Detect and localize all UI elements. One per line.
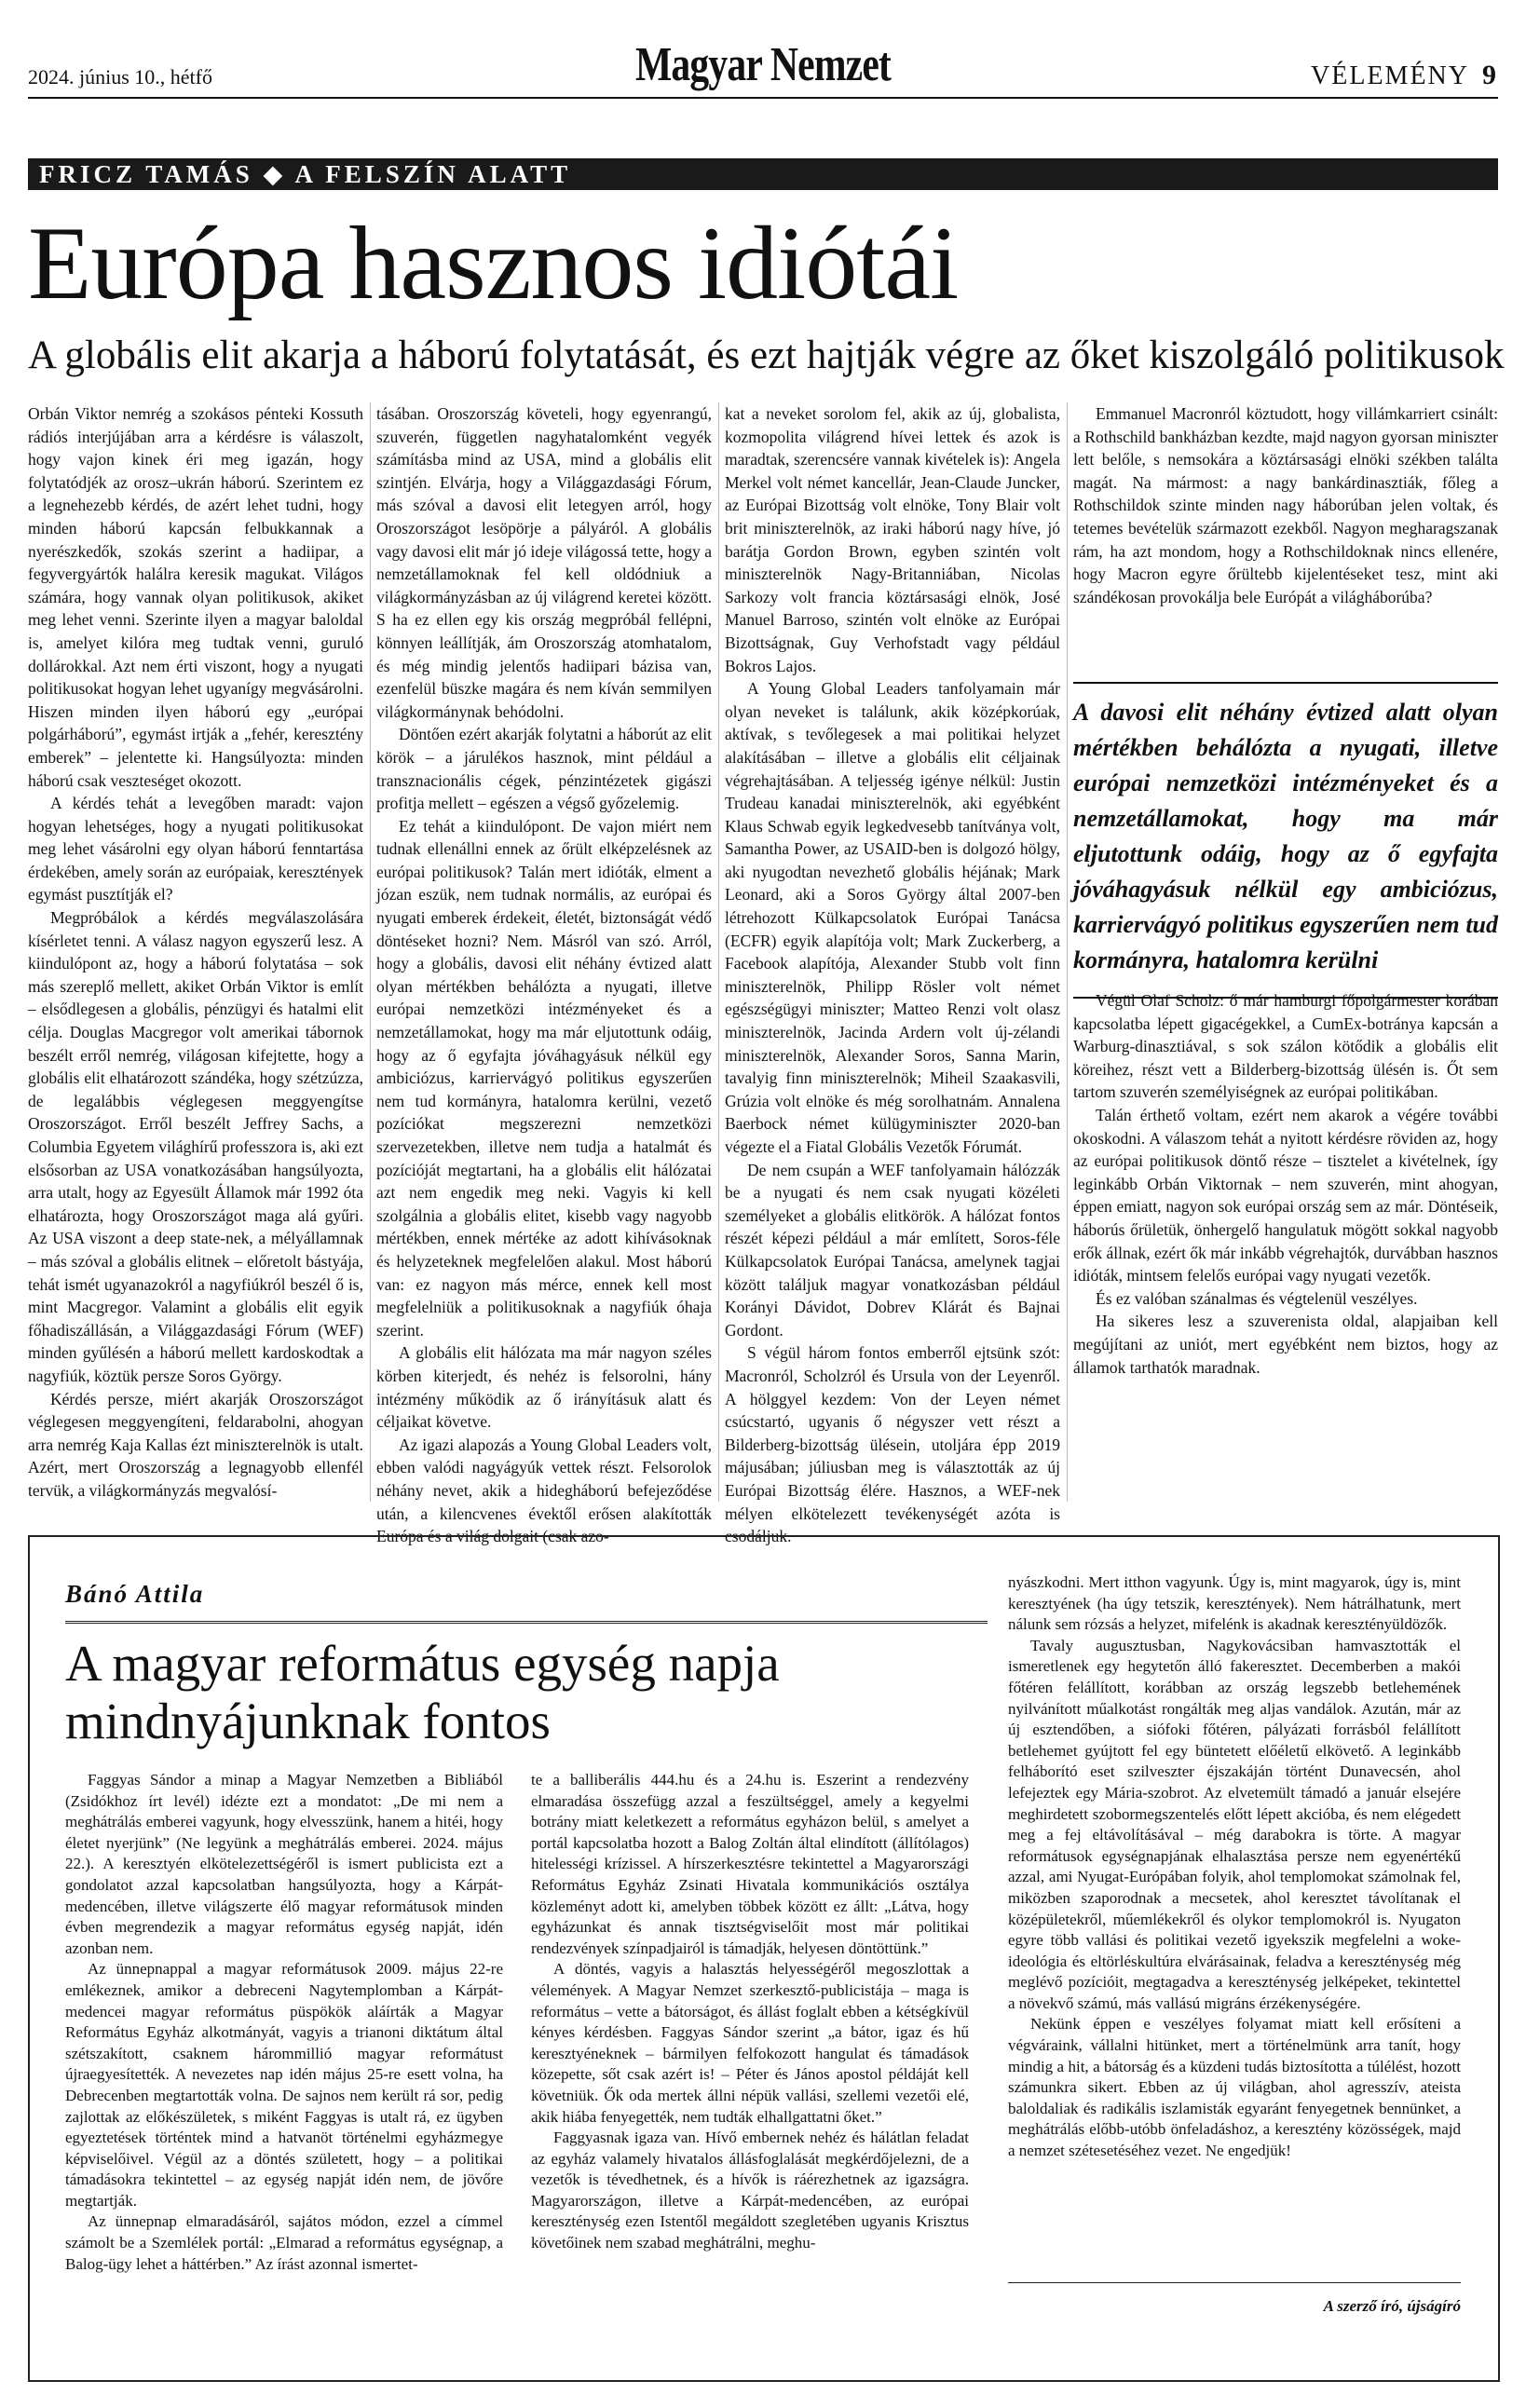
article2-author: Bánó Attila bbox=[65, 1580, 205, 1608]
masthead-logo: Magyar Nemzet bbox=[634, 38, 892, 91]
article-column-3 bbox=[725, 402, 1060, 1548]
article-title: Európa hasznos idiótái bbox=[28, 206, 959, 321]
paragraph: De nem csupán a WEF tanfolyamain hálózzák be a nyugati és nem csak nyugati közéleti személyeket a globális elitkörök. A hálózat fontos részét képezi például a már említett, Soros-féle Külkapcsolatok Európai Tanácsa, amelynek tagjai között találjuk magyar vonatkozásban például Korányi Dávidot, Dobrev Klárát és Bajnai Gordont. bbox=[725, 1160, 1060, 1340]
section-label bbox=[1311, 60, 1498, 91]
article-column-2 bbox=[376, 402, 712, 1548]
paragraph: te a balliberális 444.hu és a 24.hu is. Eszerint a rendezvény elmaradása összefügg azzal a feszültséggel, amely a kegyelmi botrány miatt keletkezett a református egyházon belül, s amelyet a portál kapcsolatba hozott a Balog Zoltán által elindított (állítólagos) hitelességi krízissel. A hírszerkesztésre tekintettel a Magyarországi Református Egyház Zsinati Hivatala kommunikációs osztálya közleményt adott ki, amelyben többek között ez állt: „Látva, hogy egyházunkat és annak tisztségviselőit most már politikai rendezvények színpadjairól is támadják, helyesen döntöttünk.” bbox=[531, 1771, 969, 1957]
article-column-1 bbox=[28, 402, 363, 1503]
paragraph: Ha sikeres lesz a szuverenista oldal, alapjaiban kell megújítani az uniót, mert egyébként nem biztos, hogy az államok tarthatók maradnak. bbox=[1073, 1312, 1498, 1377]
page-number: 9 bbox=[1482, 60, 1498, 90]
paragraph: A globális elit hálózata ma már nagyon széles körben kiterjedt, és nehéz is felsorolni, hány intézmény működik az ő irányításuk alatt és céljaikat követve. bbox=[376, 1343, 712, 1432]
paragraph: Nekünk éppen e veszélyes folyamat miatt kell erősíteni a végváraink, vállalni hitünket, mert a történelmünk arra tanít, hogy mindig a hit, a bátorság és a küzdeni tudás biztosította a túlélést, hozott számunkra sikert. Ebben az új világban, ahol agresszív, ateista baloldaliak és radikális iszlamisták egyaránt fenyegetnek bennünket, a meghátrálás előbb-utóbb önfeladáshoz, a keresztény közösségek, majd a nemzet szétesetéséhez vezet. Ne engedjük! bbox=[1008, 2015, 1461, 2160]
paragraph: nyászkodni. Mert itthon vagyunk. Úgy is, mint magyarok, úgy is, mint keresztyének (ha úgy tetszik, keresztények). Nem hátrálhatunk, mert nálunk sem rózsás a helyzet, mifelénk is akadnak keresztényüldözők. bbox=[1008, 1573, 1461, 1634]
paragraph: A döntés, vagyis a halasztás helyességéről megoszlottak a vélemények. A Magyar Nemzet szerkesztő-publicistája – maga is református – vette a bátorságot, és állást foglalt ebben a kétségkívül kényes kérdésben. Faggyas Sándor szerint „a bátor, igaz és hű keresztyéneknek – bármilyen felfokozott hangulat és támadások közepette, sőt csak azért is! – Péter és János apostol példáját kell követniük. Ők oda mertek állni népük vallási, szellemi vezetői elé, akik hiába fenyegették, nem tudták elhallgattatni őket.” bbox=[531, 1960, 969, 2126]
paragraph: A Young Global Leaders tanfolyamain már olyan neveket is találunk, akik középkorúak, aktívak, s tevőlegesek a mai politikai helyzet alakításában – illetve a globális elit céljainak végrehajtásában. A teljesség igénye nélkül: Justin Trudeau kanadai miniszterelnök, aki egyébként Klaus Schwab egyik legkedvesebb tanítványa volt, Samantha Power, az USAID-ben is dolgozó hölgy, aki nyugodtan nevezhető globális héjának; Mark Leonard, aki a Soros György által 2007-ben létrehozott Külkapcsolatok Európai Tanácsa (ECFR) egyik alapítója volt; Mark Zuckerberg, a Facebook alapítója, Alexander Stubb volt finn miniszterelnök, Philipp Rösler volt német egészségügyi miniszter; Matteo Renzi volt olasz miniszterelnök, Jacinda Ardern volt új-zélandi miniszterelnök, Alexander Soros, Sanna Marin, tavalyig finn miniszterelnök; Miheil Szaakasvili, Grúzia volt elnöke és még sorolhatnám. Annalena Baerbock német külügyminiszter 2020-ban végezte el a Fiatal Globális Vezetők Fórumát. bbox=[725, 679, 1060, 1156]
article2-column-1 bbox=[65, 1770, 503, 2275]
paragraph: Talán érthető voltam, ezért nem akarok a végére további okoskodni. A válaszom tehát a nyitott kérdésre röviden az, hogy az európai politikusok döntő része – tisztelet a kivételnek, így leginkább Orbán Viktornak – nem szuverén, mint ahogyan, éppen emiatt, nagyon sok európai ország sem az már. Döntéseik, háborús őrületük, önhergelő hangulatuk mögött sokkal nagyobb erők állnak, ezért ők már inkább végrehajtók, durvábban hasznos idióták, mintsem felelős európai vagy nyugati vezetők. bbox=[1073, 1105, 1498, 1286]
paragraph: Emmanuel Macronról köztudott, hogy villámkarriert csinált: a Rothschild bankházban kezdte, majd nagyon gyorsan miniszter lett belőle, s nemsokára a köztársasági elnöki székben találta magát. Na mármost: a nagy bankárdinasztiák, főleg a Rothschildok szinte minden nagy háborúban jelen voltak, és tetemes bevételük származott ezekből. Nagyon megharagszanak rám, ha azt mondom, hogy a Rothschildoknak nincs ellenére, hogy Macron egyre őrültebb kijelentéseket tesz, mint aki szándékosan provokálja bele Európát a világháborúba? bbox=[1073, 404, 1498, 606]
paragraph: Az ünnepnappal a magyar reformátusok 2009. május 22-re emlékeznek, amikor a debreceni Nagytemplomban a Kárpát-medencei magyar református püspökök aláírták a Magyar Református Egyház alkotmányát, vagyis a trianoni diktátum által szétszakított, csaknem hárommillió magyar reformátust újraegyesítették. A nevezetes nap idén május 25-re esett volna, ha Debrecenben megtartották volna. De sajnos nem került rá sor, pedig zajlottak az előkészületek, s miként Faggyas is utalt rá, ez ügyben egyeztetések történtek mind a hatvanöt történelmi egyházmegye képviselőivel. Végül az a döntés született, hogy – a politikai támadásokra tekintettel – az egység napját idén nem, de jövőre megtartják. bbox=[65, 1960, 503, 2210]
paragraph: Az igazi alapozás a Young Global Leaders volt, ebben valódi nagyágyúk vettek részt. Felsorolok néhány nevet, akik a hidegháború befejeződése után, a kilencvenes évektől erősen alakították Európa és a világ dolgait (csak azo- bbox=[376, 1435, 712, 1546]
article2-column-2 bbox=[531, 1770, 969, 2254]
paragraph: Faggyas Sándor a minap a Magyar Nemzetben a Bibliából (Zsidókhoz írt levél) idézte ezt a mondatot: „De mi nem a meghátrálás emberei vagyunk, hogy elvesszünk, hanem a hitéi, hogy életet nyerjünk” (Ne legyünk a meghátrálás emberei. 2024. május 22.). A keresztyén elkötelezettségéről is ismert publicista ezt a gondolatot azzal kapcsolatban hangsúlyozta, hogy a Kárpát-medencében, illetve világszerte élő magyar reformátusok minden évben megrendezik a magyar református egység napját, idén azonban nem. bbox=[65, 1771, 503, 1957]
article2-title: A magyar református egység napja mindnyájunknak fontos bbox=[65, 1635, 780, 1749]
article-column-4 bbox=[1073, 402, 1498, 608]
author-signature: A szerző író, újságíró bbox=[1323, 2297, 1461, 2315]
paragraph: És ez valóban szánalmas és végtelenül veszélyes. bbox=[1096, 1288, 1418, 1308]
paragraph: Faggyasnak igaza van. Hívő embernek nehéz és hálátlan feladat az egyház valamely hivatalos állásfoglalását megkérdőjelezni, de a vezetők is tévedhetnek, és a hívők is ráérezhetnek az igazságra. Magyarországon, illetve a Kárpát-medencében, az európai kereszténység ezen Istentől megáldott szegletében ugyanis Krisztus követőinek nem szabad meghátrálni, meghu- bbox=[531, 2129, 969, 2252]
article-column-4-continued bbox=[1073, 989, 1498, 1379]
column-divider bbox=[1067, 402, 1068, 1502]
pull-quote: A davosi elit néhány évtized alatt olyan mértékben behálózta a nyugati, illetve európai nemzetközi intézményeket és a nemzetállamokat, hogy ma már eljutottunk odáig, hogy az ő egyfajta jóváhagyásuk nélkül egy ambiciózus, karriervágyó politikus egyszerűen nem tud kormányra, hatalomra kerülni bbox=[1073, 682, 1498, 999]
column-divider bbox=[370, 402, 371, 1502]
author-rule bbox=[65, 1621, 988, 1624]
paragraph: Megpróbálok a kérdés megválaszolására kísérletet tenni. A válasz nagyon egyszerű lesz. A kiindulópont az, hogy a háború folytatása – sok más szereplő mellett, akiket Orbán Viktor is említ – elsődlegesen a globális, pénzügyi és hatalmi elit célja. Douglas Macgregor volt amerikai tábornok beszélt erről nemrég, világosan kifejtette, hogy a globális elit elhatározott szándéka, hogy szétzúzza, de legalábbis véglegesen meggyengítse Oroszországot. Erről beszélt Jeffrey Sachs, a Columbia Egyetem világhírű professzora is, aki ezt elsősorban az USA vonatkozásában hangsúlyozta, arra utalt, hogy az Egyesült Államok már 1992 óta elhatározta, hogy Oroszországot maga alá gyűri. Az USA viszont a deep state-nek, a mélyállamnak – más szóval a globális elitnek – előretolt bástyája, tehát ismét ugyanazokról a nagyfiúkról beszél ő is, mint Macgregor. Valamint a globális elit egyik főhadiszállásán, a Világgazdasági Fórum (WEF) minden gyűlésén a háború mellett kardoskodtak a nagyfiúk, köztük persze Soros György. bbox=[28, 908, 363, 1385]
paragraph: Orbán Viktor nemrég a szokásos pénteki Kossuth rádiós interjújában arra a kérdésre is válaszolt, hogy vajon kinek éri meg igazán, hogy folytatódjék az orosz–ukrán háború. Szerintem ez a legnehezebb kérdés, de azért lehet tudni, hogy minden háború kapcsán felbukkannak a nyerészkedők, szokás szerint a hadiipar, a fegyvergyártók halálra keresik magukat. Világos számára, hogy vannak olyan politikusok, akiket meg lehet venni. Szerinte ilyen a magyar baloldal is, amelyet kilóra meg tudtak venni, guruló dollárokkal. Azt nem érti viszont, hogy a nyugati politikusokat hogyan lehet ugyanígy megvásárolni. Hiszen minden ilyen háború egy „európai polgárháború”, egymást irtják a „fehér, keresztény emberek” – jelentette ki. Hangsúlyozta: minden háború csak veszteséget okozott. bbox=[28, 404, 363, 790]
article2-column-3 bbox=[1008, 1572, 1461, 2162]
section-name: VÉLEMÉNY bbox=[1311, 61, 1469, 90]
column-banner bbox=[28, 158, 1498, 190]
column-banner-text: FRICZ TAMÁS ◆ A FELSZÍN ALATT bbox=[39, 160, 572, 188]
paragraph: Az ünnepnap elmaradásáról, sajátos módon, ezzel a címmel számolt be a Szemlélek portál: „Elmarad a református egységnap, a Balog-ügy lehet a háttérben.” Az írást azonnal ismertet- bbox=[65, 2212, 503, 2273]
header-rule bbox=[28, 97, 1498, 99]
paragraph: Kérdés persze, miért akarják Oroszországot véglegesen meggyengíteni, feldarabolni, ahogyan arra nemrég Kaja Kallas ézt miniszterelnök is utalt. Azért, mert Oroszország a legnagyobb ellenfél tervük, a világkormányzás megvalósí- bbox=[28, 1389, 363, 1500]
column-divider bbox=[718, 402, 719, 1502]
paragraph: kat a neveket sorolom fel, akik az új, globalista, kozmopolita világrend hívei lettek és azok is maradtak, szerencsére vannak kivételek is): Angela Merkel volt német kancellár, Jean-Claude Juncker, az Európai Bizottság volt elnöke, Tony Blair volt brit miniszterelnök, az iraki háború nagy híve, jó barátja Gordon Brown, egyben szintén volt miniszterelnök Nagy-Britanniában, Nicolas Sarkozy volt francia köztársasági elnök, José Manuel Barroso, szintén volt elnöke az Európai Bizottságnak, Guy Verhofstadt vagy például Bokros Lajos. bbox=[725, 404, 1060, 675]
paragraph: A kérdés tehát a levegőben maradt: vajon hogyan lehetséges, hogy a nyugati politikusokat meg lehet vásárolni egy olyan háború fenntartása érdekében, amely során az európaiak, keresztények egymást pusztítják el? bbox=[28, 794, 363, 905]
paragraph: Döntően ezért akarják folytatni a háborút az elit körök – a járulékos hasznok, mint például a transznacionális cégek, pénzintézetek gigászi profitja mellett – egészen a végső győzelemig. bbox=[376, 725, 712, 813]
paragraph: Tavaly augusztusban, Nagykovácsiban hamvasztották el ismeretlenek egy hegytetőn álló fakeresztet. Decemberben a makói főtéren felállított, korábban az ország legszebb betlehemének nyilvánított műalkotást rongálták meg aljas vandálok. Azután, már az új esztendőben, a siófoki főtéren, pályázati forrásból felállított betlehemet gyújtott fel egy büntetett előéletű elkövető. A leginkább felháborító eset szilveszter éjszakáján történt Dunavecsén, ahol lefejeztek egy Mária-szobrot. Az elvetemült támadó a január elsejére meghirdetett szobormegszentelés előtt lépett akcióba, és nem elégedett meg a fej eltávolításával – még darabokra is törte. A magyar reformátusok egységnapjának elhalasztása persze nem egyenértékű azzal, ami Nyugat-Európában folyik, ahol templomokat számolnak fel, miközben szaporodnak a mecsetek, ahol keresztet távolítanak el középületekről, műemlékekről és olykor templomokról is. Nyugaton egyre több vallási és politikai vezető igyekszik megfelelni a woke-ideológia és eltörléskultúra elvárásainak, feladva a kereszténység még meglévő pozícióit, megtagadva a kereszténység jelképeket, tekintettel a növekvő számú, más vallású migráns érzékenységére. bbox=[1008, 1636, 1461, 2012]
signature-rule bbox=[1008, 2282, 1461, 2283]
article-subtitle: A globális elit akarja a háború folytatását, és ezt hajtják végre az őket kiszolgáló politikusok bbox=[28, 333, 1505, 377]
paragraph: tásában. Oroszország követeli, hogy egyenrangú, szuverén, független nagyhatalomként vegyék számításba mind az USA, mind a globális elit szintjén. Elvárja, hogy a Világgazdasági Fórum, más szóval a davosi elit letegyen arról, hogy Oroszországot lesöpörje a pályáról. A globális vagy davosi elit már jó ideje világossá tette, hogy a nemzetállamoknak fel kell oldódniuk a világkormányzásban az új világrend keretei között. S ha ez ellen egy kis ország megpróbál fellépni, könnyen leállítják, ám Oroszország atomhatalom, és még mindig jelentős hadiipari bázisa van, ezenfelül büszke magára és nem kíván semmilyen világkormánynak behódolni. bbox=[376, 404, 712, 721]
paragraph: Végül Olaf Scholz: ő már hamburgi főpolgármester korában kapcsolatba lépett gigacégekkel, a CumEx-botránya kapcsán a Warburg-dinasztiával, s sok szálon kötődik a globális elit köreihez, részt vett a Bilderberg-bizottság ülésén is. Őt sem tartom szuverén személyiségnek az európai politikában. bbox=[1073, 991, 1498, 1102]
issue-date: 2024. június 10., hétfő bbox=[28, 65, 212, 88]
paragraph: Ez tehát a kiindulópont. De vajon miért nem tudnak ellenállni ennek az őrült elképzelésnek az európai politikusok? Talán mert idióták, elment a józan eszük, nem tudnak normális, az európai és nyugati emberek érdekeit, életét, biztonságát védő döntéseket hozni? Nem. Másról van szó. Arról, hogy a globális, davosi elit néhány évtized alatt olyan mértékben behálózta a nyugati, illetve európai nemzetközi intézményeket és a nemzetállamokat, hogy ma már eljutottunk odáig, hogy az ő egyfajta jóváhagyásuk nélkül egy ambiciózus, karriervágyó politikus egyszerűen nem tud kormányra, hatalomra kerülni, vezető pozíciókat megszerezni nemzetközi szervezetekben, illetve nem tudja a hatalmát és pozícióját megtartani, ha a globális elit hálózatai azt nem engedik meg neki. Vagyis ki kell szolgálnia a globális elitet, kisebb vagy nagyobb mértékben, ennek mértéke az adott kihívásoknak és helyzeteknek megfelelően alakul. Most háború van: ez nagyon más mérce, ennek kell most megfelelniük a politikusoknak a nagyfiúk óhaja szerint. bbox=[376, 816, 712, 1340]
paragraph: S végül három fontos emberről ejtsünk szót: Macronról, Scholzról és Ursula von der Leyenről. A hölggyel kezdem: Von der Leyen német csúcstartó, ugyanis ő négyszer vett részt a Bilderberg-bizottság ülésein, utoljára épp 2019 májusában; júliusban meg is választották az új Európai Bizottság élére. Hasznos, a WEF-nek mélyen elkötelezett tevékenységét azóta is csodáljuk. bbox=[725, 1343, 1060, 1546]
